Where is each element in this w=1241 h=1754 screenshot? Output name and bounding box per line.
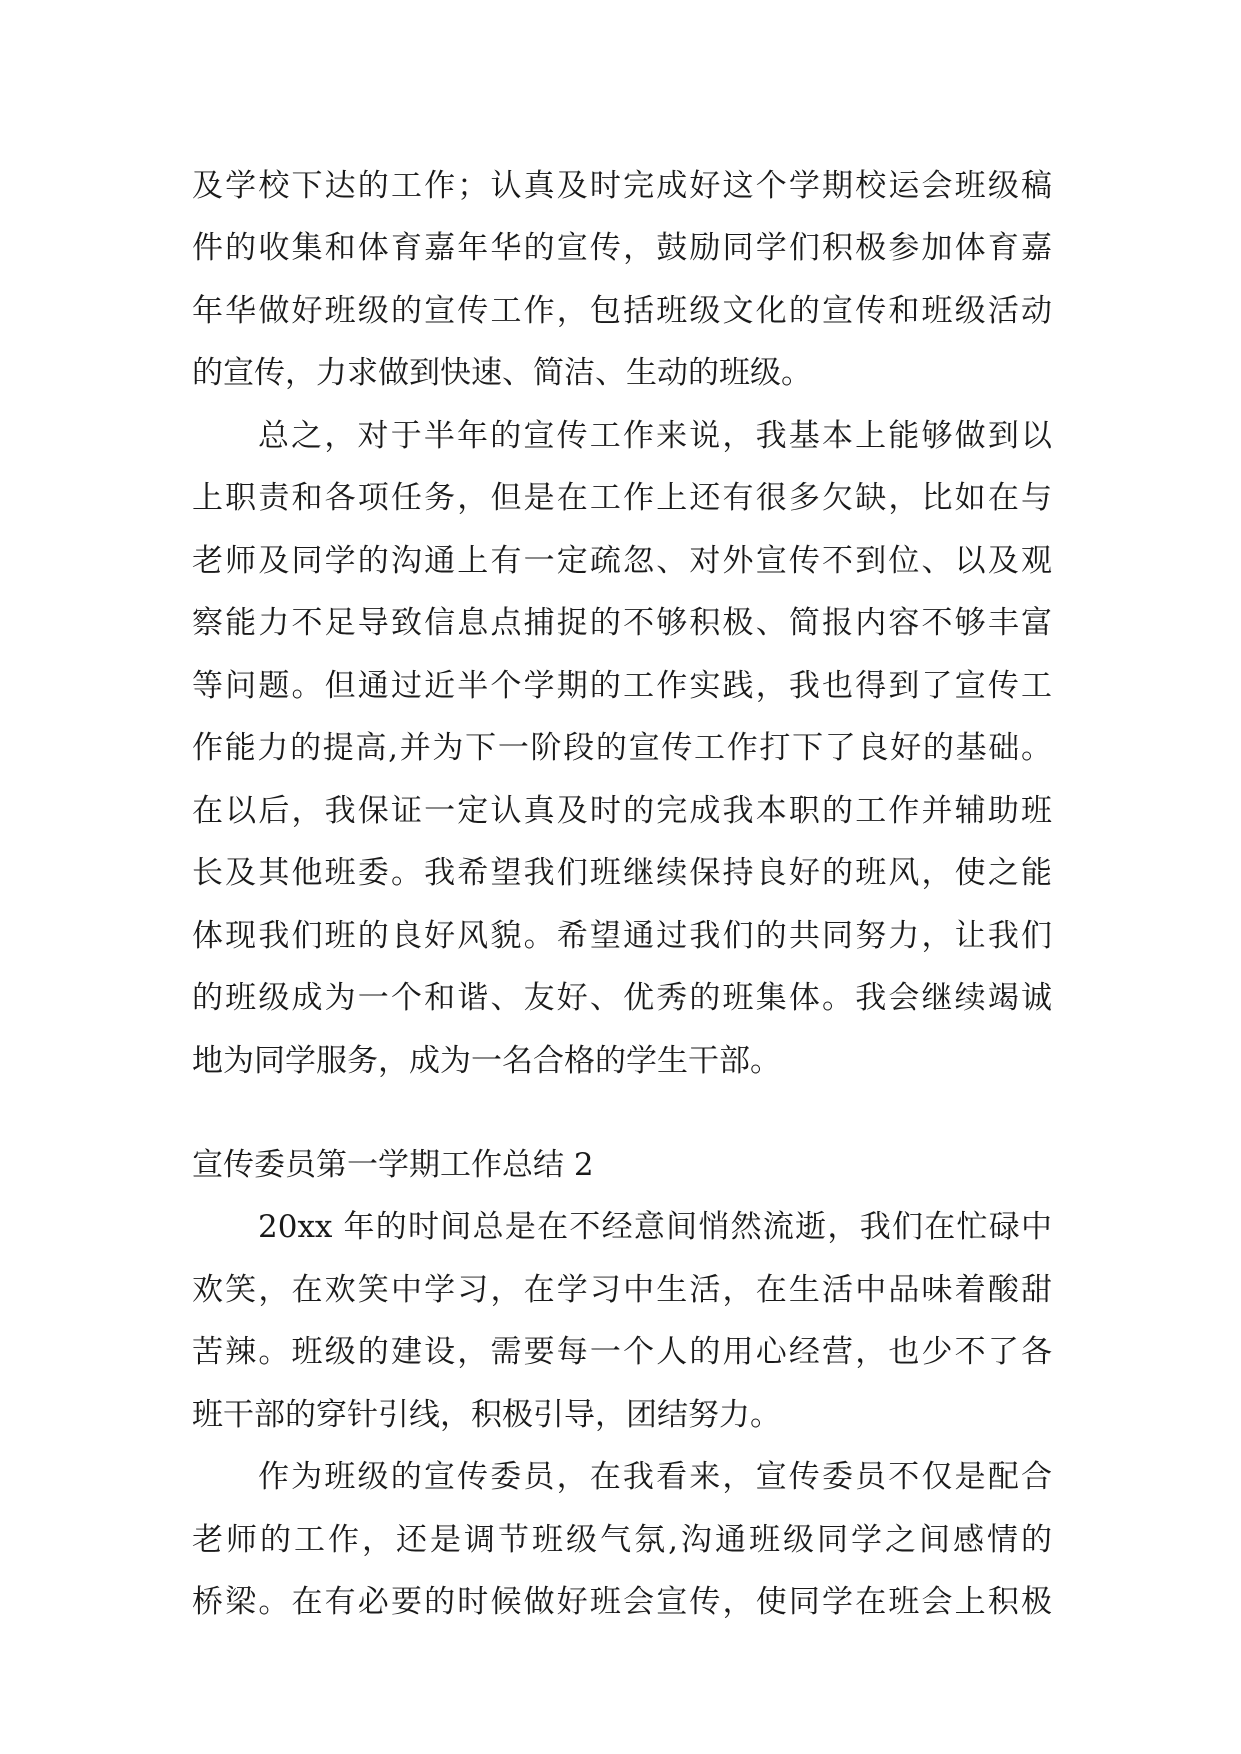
text-line: 等问题。但通过近半个学期的工作实践，我也得到了宣传工	[192, 668, 1052, 704]
text-line: 作能力的提高,并为下一阶段的宣传工作打下了良好的基础。	[192, 730, 1052, 766]
section-heading: 宣传委员第一学期工作总结 2	[192, 1147, 594, 1183]
text-line: 上职责和各项任务，但是在工作上还有很多欠缺，比如在与	[192, 480, 1052, 516]
text-line: 地为同学服务，成为一名合格的学生干部。	[192, 1043, 781, 1079]
text-line: 苦辣。班级的建设，需要每一个人的用心经营，也少不了各	[192, 1334, 1052, 1370]
text-line: 20xx 年的时间总是在不经意间悄然流逝，我们在忙碌中	[258, 1209, 1052, 1245]
text-line: 老师的工作，还是调节班级气氛,沟通班级同学之间感情的	[192, 1522, 1052, 1558]
text-line: 体现我们班的良好风貌。希望通过我们的共同努力，让我们	[192, 918, 1052, 954]
text-line: 件的收集和体育嘉年华的宣传，鼓励同学们积极参加体育嘉	[192, 230, 1052, 266]
text-line: 的宣传，力求做到快速、简洁、生动的班级。	[192, 355, 812, 391]
text-line: 桥梁。在有必要的时候做好班会宣传，使同学在班会上积极	[192, 1584, 1052, 1620]
text-line: 作为班级的宣传委员，在我看来，宣传委员不仅是配合	[258, 1459, 1052, 1495]
text-line: 在以后，我保证一定认真及时的完成我本职的工作并辅助班	[192, 793, 1052, 829]
text-line: 老师及同学的沟通上有一定疏忽、对外宣传不到位、以及观	[192, 543, 1052, 579]
text-line: 欢笑，在欢笑中学习，在学习中生活，在生活中品味着酸甜	[192, 1272, 1052, 1308]
text-line: 年华做好班级的宣传工作，包括班级文化的宣传和班级活动	[192, 293, 1052, 329]
text-line: 的班级成为一个和谐、友好、优秀的班集体。我会继续竭诚	[192, 980, 1052, 1016]
text-line: 班干部的穿针引线，积极引导，团结努力。	[192, 1397, 781, 1433]
text-line: 总之，对于半年的宣传工作来说，我基本上能够做到以	[258, 418, 1052, 454]
text-line: 察能力不足导致信息点捕捉的不够积极、简报内容不够丰富	[192, 605, 1052, 641]
text-line: 及学校下达的工作；认真及时完成好这个学期校运会班级稿	[192, 168, 1052, 204]
text-line: 长及其他班委。我希望我们班继续保持良好的班风，使之能	[192, 855, 1052, 891]
